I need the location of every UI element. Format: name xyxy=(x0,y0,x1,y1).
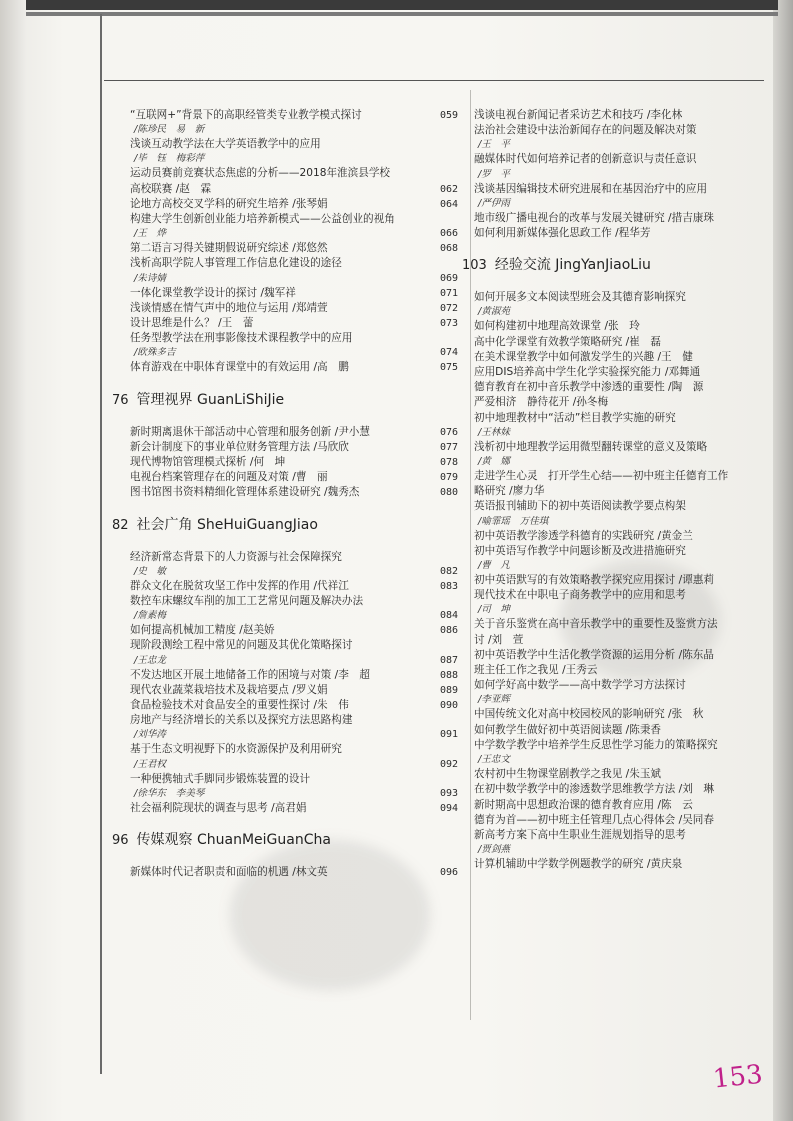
toc-entry[interactable] xyxy=(474,395,774,410)
toc-page-number: 068 xyxy=(439,243,458,255)
toc-author: /喻霏瑶 万佳琪 xyxy=(478,515,549,527)
header-rule xyxy=(104,80,764,81)
toc-author-line xyxy=(474,305,774,319)
toc-page-number: 078 xyxy=(439,457,458,469)
toc-entry-title: 高中化学课堂有效教学策略研究 /崔 磊 xyxy=(474,335,662,348)
toc-entry-title: 计算机辅助中学数学例题教学的研究 /黄庆泉 xyxy=(474,858,683,871)
toc-page-number: 087 xyxy=(439,654,458,666)
toc-entry[interactable] xyxy=(130,742,470,757)
toc-author: /陈珍民 易 新 xyxy=(134,124,205,136)
toc-entry-title: 新会计制度下的事业单位财务管理方法 /马欣欣 xyxy=(130,440,349,453)
toc-entry-title: 初中英语教学中生活化教学资源的运用分析 /陈东晶 xyxy=(474,648,714,661)
toc-entry[interactable] xyxy=(474,723,774,738)
toc-entry-title: “互联网+”背景下的高职经管类专业教学模式探讨 xyxy=(130,109,362,121)
toc-author-line xyxy=(474,168,774,182)
toc-author-line xyxy=(130,565,470,579)
toc-page-number: 072 xyxy=(439,302,458,314)
toc-page-number: 074 xyxy=(439,347,458,359)
toc-entry[interactable] xyxy=(474,707,774,722)
toc-author: /朱诗婧 xyxy=(134,272,167,284)
toc-page-number: 089 xyxy=(439,684,458,696)
toc-entry-title: 设计思维是什么？ /王 蕾 xyxy=(130,317,254,330)
toc-entry[interactable] xyxy=(130,698,470,713)
toc-entry[interactable] xyxy=(474,798,774,813)
left-column xyxy=(112,108,470,880)
toc-entry-title: 现代农业蔬菜栽培技术及栽培要点 /罗义娟 xyxy=(130,683,328,696)
toc-entry[interactable] xyxy=(474,290,774,305)
toc-author: /王忠文 xyxy=(478,754,511,766)
section-heading xyxy=(462,255,774,276)
toc-entry-title: 新时期离退休干部活动中心管理和服务创新 /尹小慧 xyxy=(130,425,370,438)
toc-entry[interactable] xyxy=(130,197,470,212)
toc-entry-title: 关于音乐鉴赏在高中音乐教学中的重要性及鉴赏方法 xyxy=(474,618,718,631)
toc-entry-title: 初中英语默写的有效策略教学探究应用探讨 /谭惠莉 xyxy=(474,574,714,587)
toc-entry-title: 群众文化在脱贫攻坚工作中发挥的作用 /代祥江 xyxy=(130,579,349,592)
toc-entry[interactable] xyxy=(130,137,470,152)
toc-entry[interactable] xyxy=(474,335,774,350)
toc-entry-title: 高校联赛 /赵 霖 xyxy=(130,182,212,195)
section-number: 96 xyxy=(112,833,129,849)
toc-entry-title: 初中地理教材中“活动”栏目教学实施的研究 xyxy=(474,411,676,424)
toc-author-line xyxy=(130,654,470,668)
toc-entry[interactable] xyxy=(130,594,470,609)
toc-entry[interactable] xyxy=(474,573,774,588)
toc-entry-title: 房地产与经济增长的关系以及探究方法思路构建 xyxy=(130,714,353,727)
toc-entry-title: 中国传统文化对高中校园校风的影响研究 /张 秋 xyxy=(474,708,704,721)
toc-entry-title: 现代博物馆管理模式探析 /何 坤 xyxy=(130,456,286,469)
toc-entry-title: 一体化课堂教学设计的探讨 /魏军祥 xyxy=(130,286,296,299)
toc-entry-title: 在美术课堂教学中如何激发学生的兴趣 /王 健 xyxy=(474,350,693,363)
toc-entry[interactable] xyxy=(130,668,470,683)
toc-page-number: 069 xyxy=(439,272,458,284)
section-name: 社会广角 xyxy=(136,516,193,533)
toc-entry[interactable] xyxy=(130,713,470,728)
toc-author: /王忠龙 xyxy=(134,654,167,666)
toc-author-line xyxy=(474,138,774,152)
toc-entry-title: 如何构建初中地理高效课堂 /张 玲 xyxy=(474,320,640,333)
section-pinyin: JingYanJiaoLiu xyxy=(555,257,651,274)
toc-entry[interactable] xyxy=(130,331,470,346)
toc-author: /詹素梅 xyxy=(134,610,167,622)
section-number: 76 xyxy=(112,392,129,408)
toc-entry[interactable] xyxy=(474,226,774,241)
toc-entry[interactable] xyxy=(474,857,774,872)
toc-entry-title: 德育为首——初中班主任管理几点心得体会 /吴同春 xyxy=(474,813,714,826)
toc-entry-title: 如何利用新媒体强化思政工作 /程华芳 xyxy=(474,227,651,240)
toc-page-number: 073 xyxy=(439,318,458,330)
toc-entry[interactable] xyxy=(474,499,774,514)
toc-entry-title: 浅谈基因编辑技术研究进展和在基因治疗中的应用 xyxy=(474,182,708,195)
toc-author: /严伊雨 xyxy=(478,197,511,209)
section-pinyin: SheHuiGuangJiao xyxy=(197,516,318,533)
toc-entry[interactable] xyxy=(474,440,774,455)
toc-entry-title: 基于生态文明视野下的水资源保护及利用研究 xyxy=(130,743,342,756)
section-number: 82 xyxy=(112,517,129,533)
toc-entry[interactable] xyxy=(130,550,470,565)
toc-entry-title: 严爱相济 静待花开 /孙冬梅 xyxy=(474,396,609,409)
toc-author-line xyxy=(474,515,774,529)
toc-author-line xyxy=(474,843,774,857)
section-heading xyxy=(112,830,470,851)
toc-entry[interactable] xyxy=(474,182,774,197)
toc-entry[interactable] xyxy=(130,256,470,271)
toc-author: /史 敏 xyxy=(134,565,167,577)
toc-author: /黄 娜 xyxy=(478,456,511,468)
toc-entry-title: 如何教学生做好初中英语阅读题 /陈秉香 xyxy=(474,723,662,736)
toc-author-line xyxy=(474,603,774,617)
toc-entry[interactable] xyxy=(130,455,470,470)
toc-author-line xyxy=(130,227,470,241)
toc-entry-title: 数控车床螺纹车削的加工工艺常见问题及解决办法 xyxy=(130,595,364,608)
toc-author: /贾剑燕 xyxy=(478,844,511,856)
toc-author: /黄淑苑 xyxy=(478,306,511,318)
toc-page-number: 082 xyxy=(439,565,458,577)
toc-author-line xyxy=(130,346,470,360)
toc-entry[interactable] xyxy=(474,123,774,138)
toc-author-line xyxy=(474,455,774,469)
toc-entry-title: 走进学生心灵 打开学生心结——初中班主任德育工作 xyxy=(474,470,729,483)
toc-entry[interactable] xyxy=(474,380,774,395)
toc-page-number: 088 xyxy=(439,669,458,681)
toc-entry[interactable] xyxy=(130,485,470,500)
section-number: 103 xyxy=(462,258,487,274)
toc-entry[interactable] xyxy=(130,865,470,880)
section-heading xyxy=(112,390,470,411)
toc-entry[interactable] xyxy=(474,484,774,499)
toc-entry[interactable] xyxy=(130,301,470,316)
toc-entry[interactable] xyxy=(130,440,470,455)
toc-entry-title: 图书馆图书资料精细化管理体系建设研究 /魏秀杰 xyxy=(130,486,360,499)
toc-page-number: 086 xyxy=(439,625,458,637)
toc-page-number: 080 xyxy=(439,487,458,499)
toc-entry[interactable] xyxy=(130,683,470,698)
toc-entry[interactable] xyxy=(474,319,774,334)
toc-entry[interactable] xyxy=(474,529,774,544)
toc-page-number: 079 xyxy=(439,472,458,484)
toc-entry[interactable] xyxy=(130,801,470,816)
toc-entry[interactable] xyxy=(130,772,470,787)
toc-entry[interactable] xyxy=(130,470,470,485)
scan-top-border xyxy=(26,0,778,10)
toc-author: /王君权 xyxy=(134,758,167,770)
column-divider xyxy=(470,90,471,1020)
toc-author: /司 坤 xyxy=(478,604,511,616)
toc-entry-title: 新时期高中思想政治课的德育教育应用 /陈 云 xyxy=(474,798,693,811)
toc-author-line xyxy=(130,152,470,166)
toc-entry-title: 农村初中生物课堂剧教学之我见 /朱玉斌 xyxy=(474,768,662,781)
section-heading xyxy=(112,515,470,536)
toc-entry-title: 经济新常态背景下的人力资源与社会保障探究 xyxy=(130,550,342,563)
toc-author-line xyxy=(474,753,774,767)
toc-entry-title: 如何开展多文本阅读型班会及其德育影响探究 xyxy=(474,291,686,304)
toc-entry-title: 构建大学生创新创业能力培养新模式——公益创业的视角 xyxy=(130,213,395,226)
toc-entry-title: 如何提高机械加工精度 /赵美娇 xyxy=(130,624,275,637)
toc-entry[interactable] xyxy=(474,588,774,603)
toc-entry-title: 英语报刊辅助下的初中英语阅读教学要点构架 xyxy=(474,500,686,513)
toc-entry-title: 浅谈互动教学法在大学英语教学中的应用 xyxy=(130,138,321,151)
toc-entry-title: 社会福利院现状的调查与思考 /高君娟 xyxy=(130,801,307,814)
toc-page-number: 059 xyxy=(439,110,458,121)
toc-entry[interactable] xyxy=(474,663,774,678)
toc-entry-title: 运动员赛前竞赛状态焦虑的分析——2018年淮滨县学校 xyxy=(130,167,391,180)
toc-page-number: 083 xyxy=(439,580,458,592)
toc-entry-title: 一种便携轴式手脚同步锻炼装置的设计 xyxy=(130,772,311,785)
toc-author-line xyxy=(474,693,774,707)
toc-entry-title: 略研究 /廖力华 xyxy=(474,485,545,498)
toc-entry-title: 不发达地区开展土地储备工作的困境与对策 /李 超 xyxy=(130,668,370,681)
toc-entry[interactable] xyxy=(474,633,774,648)
toc-author: /欧殊多吉 xyxy=(134,347,176,359)
toc-entry[interactable] xyxy=(474,211,774,226)
toc-entry-title: 浅析初中地理教学运用微型翻转课堂的意义及策略 xyxy=(474,440,708,453)
toc-entry-title: 新媒体时代记者职责和面临的机遇 /林文英 xyxy=(130,866,328,879)
toc-author: /徐华东 李美琴 xyxy=(134,787,205,799)
toc-page-number: 077 xyxy=(439,441,458,453)
toc-entry-title: 现代技术在中职电子商务教学中的应用和思考 xyxy=(474,589,686,602)
toc-entry-title: 体育游戏在中职体育课堂中的有效运用 /高 鹏 xyxy=(130,361,349,374)
toc-page-number: 090 xyxy=(439,700,458,712)
toc-entry[interactable] xyxy=(130,166,470,181)
toc-entry[interactable] xyxy=(474,828,774,843)
toc-entry-title: 浅析高职学院人事管理工作信息化建设的途径 xyxy=(130,257,342,270)
toc-entry-title: 现阶段测绘工程中常见的问题及其优化策略探讨 xyxy=(130,639,353,652)
toc-entry-title: 第二语言习得关键期假说研究综述 /郑悠然 xyxy=(130,242,328,255)
toc-entry-title: 新高考方案下高中生职业生涯规划指导的思考 xyxy=(474,828,686,841)
toc-entry[interactable] xyxy=(474,678,774,693)
toc-entry[interactable] xyxy=(130,425,470,440)
toc-entry[interactable] xyxy=(130,638,470,653)
toc-page-number: 062 xyxy=(439,183,458,195)
toc-entry[interactable] xyxy=(130,108,470,123)
toc-author-line xyxy=(474,426,774,440)
toc-author: /刘华涛 xyxy=(134,729,167,741)
toc-author: /王 烨 xyxy=(134,228,167,240)
toc-entry-title: 应用DIS培养高中学生化学实验探究能力 /邓舞通 xyxy=(474,366,701,379)
toc-author: /毕 钰 梅彩萍 xyxy=(134,153,205,165)
toc-entry[interactable] xyxy=(474,648,774,663)
toc-page-number: 084 xyxy=(439,610,458,622)
toc-entry-title: 讨 /刘 萱 xyxy=(474,633,524,646)
toc-author: /王 平 xyxy=(478,139,511,151)
toc-entry[interactable] xyxy=(130,579,470,594)
toc-page-number: 093 xyxy=(439,787,458,799)
toc-author: /罗 平 xyxy=(478,168,511,180)
toc-page-number: 094 xyxy=(439,802,458,814)
binding-line xyxy=(100,14,102,1074)
right-column xyxy=(462,108,774,872)
toc-entry[interactable] xyxy=(130,286,470,301)
toc-author-line xyxy=(474,197,774,211)
toc-entry-title: 法治社会建设中法治新闻存在的问题及解决对策 xyxy=(474,124,697,137)
section-name: 管理视界 xyxy=(136,391,193,408)
toc-entry[interactable] xyxy=(474,365,774,380)
toc-entry-title: 初中英语教学渗透学科德育的实践研究 /黄金兰 xyxy=(474,529,693,542)
toc-entry[interactable] xyxy=(474,350,774,365)
toc-entry[interactable] xyxy=(474,738,774,753)
toc-entry-title: 任务型教学法在刑事影像技术课程教学中的应用 xyxy=(130,332,353,345)
toc-entry-title: 中学数学教学中培养学生反思性学习能力的策略探究 xyxy=(474,738,718,751)
toc-author-line xyxy=(130,609,470,623)
toc-entry-title: 初中英语写作教学中问题诊断及改进措施研究 xyxy=(474,544,686,557)
scan-right-edge xyxy=(773,0,793,1121)
toc-entry-title: 德育教育在初中音乐教学中渗透的重要性 /陶 源 xyxy=(474,381,704,394)
toc-entry-title: 食品检验技术对食品安全的重要性探讨 /朱 伟 xyxy=(130,699,349,712)
toc-entry[interactable] xyxy=(474,411,774,426)
handwritten-page-number: 153 xyxy=(711,1059,765,1095)
section-name: 传媒观察 xyxy=(136,832,193,849)
toc-entry-title: 班主任工作之我见 /王秀云 xyxy=(474,664,598,677)
toc-author-line xyxy=(130,758,470,772)
toc-entry-title: 浅谈情感在情气声中的地位与运用 /郑靖萱 xyxy=(130,301,328,314)
toc-page-number: 076 xyxy=(439,426,458,438)
section-pinyin: GuanLiShiJie xyxy=(197,391,285,408)
scan-left-edge xyxy=(0,0,26,1121)
toc-page-number: 096 xyxy=(439,867,458,879)
toc-entry[interactable] xyxy=(474,767,774,782)
toc-entry[interactable] xyxy=(474,544,774,559)
toc-entry[interactable] xyxy=(130,316,470,331)
toc-entry-title: 在初中数学教学中的渗透数学思维教学方法 /刘 琳 xyxy=(474,783,714,796)
toc-entry-title: 电视台档案管理存在的问题及对策 /曹 丽 xyxy=(130,471,328,484)
toc-page-number: 071 xyxy=(439,287,458,299)
section-pinyin: ChuanMeiGuanCha xyxy=(197,832,331,849)
toc-author-line xyxy=(130,787,470,801)
toc-entry-title: 融媒体时代如何培养记者的创新意识与责任意识 xyxy=(474,153,697,166)
toc-entry[interactable] xyxy=(130,212,470,227)
toc-entry[interactable] xyxy=(474,782,774,797)
toc-entry[interactable] xyxy=(474,813,774,828)
toc-entry-title: 论地方高校交叉学科的研究生培养 /张琴娟 xyxy=(130,197,328,210)
toc-author-line xyxy=(474,559,774,573)
toc-entry-title: 浅谈电视台新闻记者采访艺术和技巧 /李化林 xyxy=(474,109,683,121)
toc-entry-title: 如何学好高中数学——高中数学学习方法探讨 xyxy=(474,679,686,692)
toc-page-number: 091 xyxy=(439,729,458,741)
toc-page-number: 075 xyxy=(439,362,458,374)
toc-entry[interactable] xyxy=(474,469,774,484)
scan-top-border-thin xyxy=(26,12,778,16)
toc-entry[interactable] xyxy=(474,108,774,123)
toc-author: /曹 凡 xyxy=(478,560,511,572)
toc-author-line xyxy=(130,272,470,286)
toc-entry[interactable] xyxy=(474,152,774,167)
toc-entry[interactable] xyxy=(130,241,470,256)
toc-page-number: 064 xyxy=(439,198,458,210)
toc-author: /王林妹 xyxy=(478,426,511,438)
toc-entry[interactable] xyxy=(130,623,470,638)
toc-entry[interactable] xyxy=(130,360,470,375)
toc-author-line xyxy=(130,123,470,137)
toc-page-number: 066 xyxy=(439,228,458,240)
toc-author: /李亚辉 xyxy=(478,694,511,706)
toc-page-number: 092 xyxy=(439,758,458,770)
toc-author-line xyxy=(130,728,470,742)
toc-entry[interactable] xyxy=(474,617,774,632)
toc-entry-title: 地市级广播电视台的改革与发展关键研究 /措吉康珠 xyxy=(474,211,714,224)
section-name: 经验交流 xyxy=(494,257,551,274)
toc-entry[interactable] xyxy=(130,182,470,197)
